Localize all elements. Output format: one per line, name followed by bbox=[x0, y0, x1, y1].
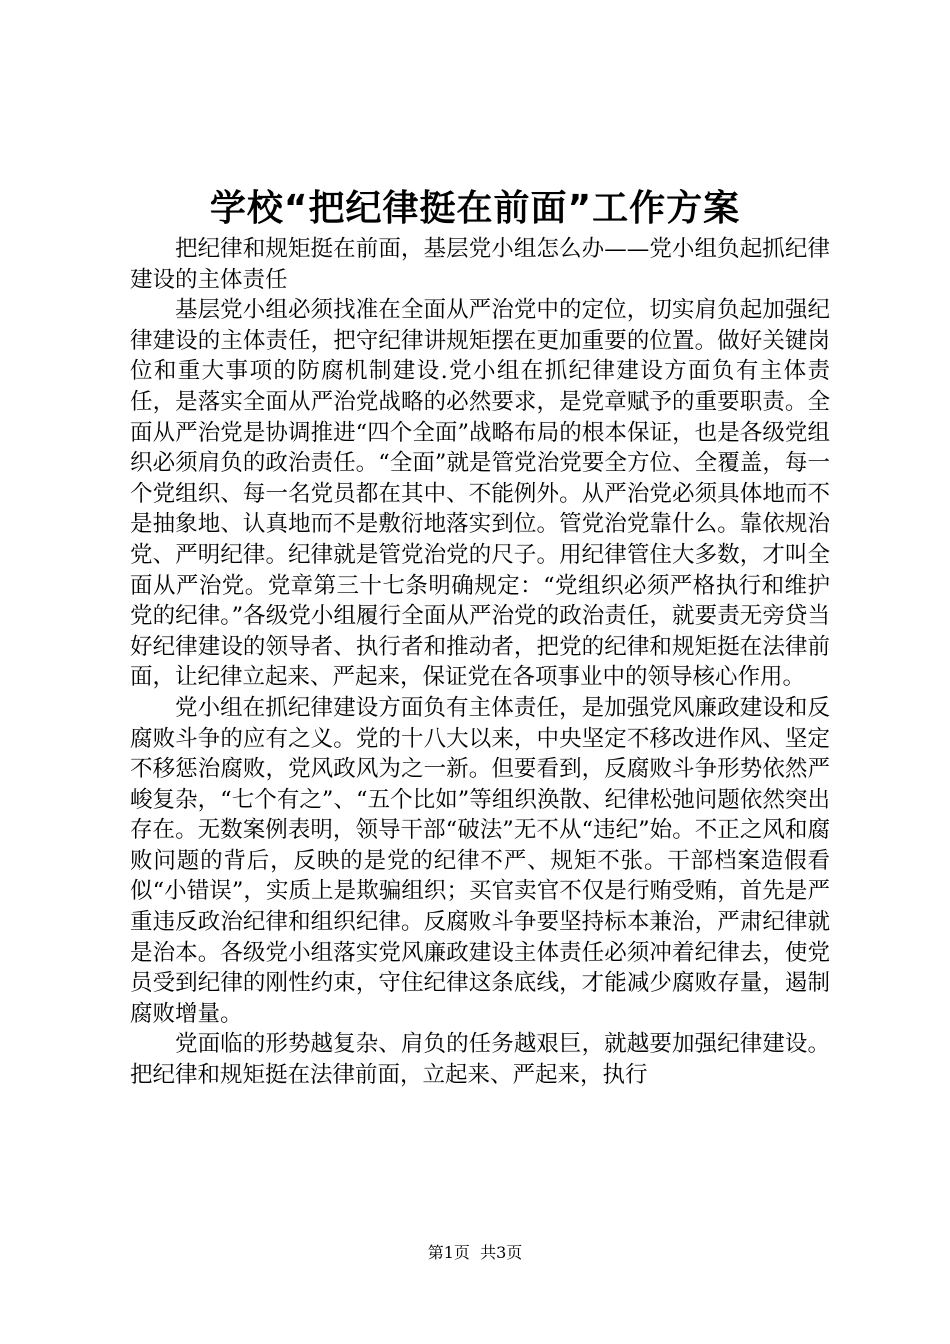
document-title: 学校“把纪律挺在前面”工作方案 bbox=[209, 188, 741, 229]
paragraph-3: 党小组在抓纪律建设方面负有主体责任，是加强党风廉政建设和反腐败斗争的应有之义。党的十八大以来，中央坚定不移改进作风、坚定不移惩治腐败，党风政风为之一新。但要看到，反腐败斗争形势依然严峻复杂，“七个有之”、“五个比如”等组织涣散、纪律松弛问题依然突出存在。无数案例表明，领导干部“破法”无不从“违纪”始。不正之风和腐败问题的背后，反映的是党的纪律不严、规矩不张。干部档案造假看似“小错误”，实质上是欺骗组织；买官卖官不仅是行贿受贿，首先是严重违反政治纪律和组织纪律。反腐败斗争要坚持标本兼治，严肃纪律就是治本。各级党小组落实党风廉政建设主体责任必须冲着纪律去，使党员受到纪律的刚性约束，守住纪律这条底线，才能减少腐败存量，遏制腐败增量。 bbox=[130, 694, 830, 1027]
document-body bbox=[130, 234, 830, 1091]
paragraph-4: 党面临的形势越复杂、肩负的任务越艰巨，就越要加强纪律建设。把纪律和规矩挺在法律前面，立起来、严起来，执行 bbox=[130, 1031, 830, 1089]
paragraph-1: 把纪律和规矩挺在前面，基层党小组怎么办——党小组负起抓纪律建设的主体责任 bbox=[130, 236, 830, 293]
page-number-footer: 第1页 共3页 bbox=[427, 1243, 523, 1262]
paragraph-2: 基层党小组必须找准在全面从严治党中的定位，切实肩负起加强纪律建设的主体责任，把守纪律讲规矩摆在更加重要的位置。做好关键岗位和重大事项的防腐机制建设.党小组在抓纪律建设方面负有主体责任，是落实全面从严治党战略的必然要求，是党章赋予的重要职责。全面从严治党是协调推进“四个全面”战略布局的根本保证，也是各级党组织必须肩负的政治责任。“全面”就是管党治党要全方位、全覆盖，每一个党组织、每一名党员都在其中、不能例外。从严治党必须具体地而不是抽象地、认真地而不是敷衍地落实到位。管党治党靠什么。靠依规治党、严明纪律。纪律就是管党治党的尺子。用纪律管住大多数，才叫全面从严治党。党章第三十七条明确规定：“党组织必须严格执行和维护党的纪律。”各级党小组履行全面从严治党的政治责任，就要责无旁贷当好纪律建设的领导者、执行者和推动者，把党的纪律和规矩挺在法律前面，让纪律立起来、严起来，保证党在各项事业中的领导核心作用。 bbox=[130, 297, 830, 691]
